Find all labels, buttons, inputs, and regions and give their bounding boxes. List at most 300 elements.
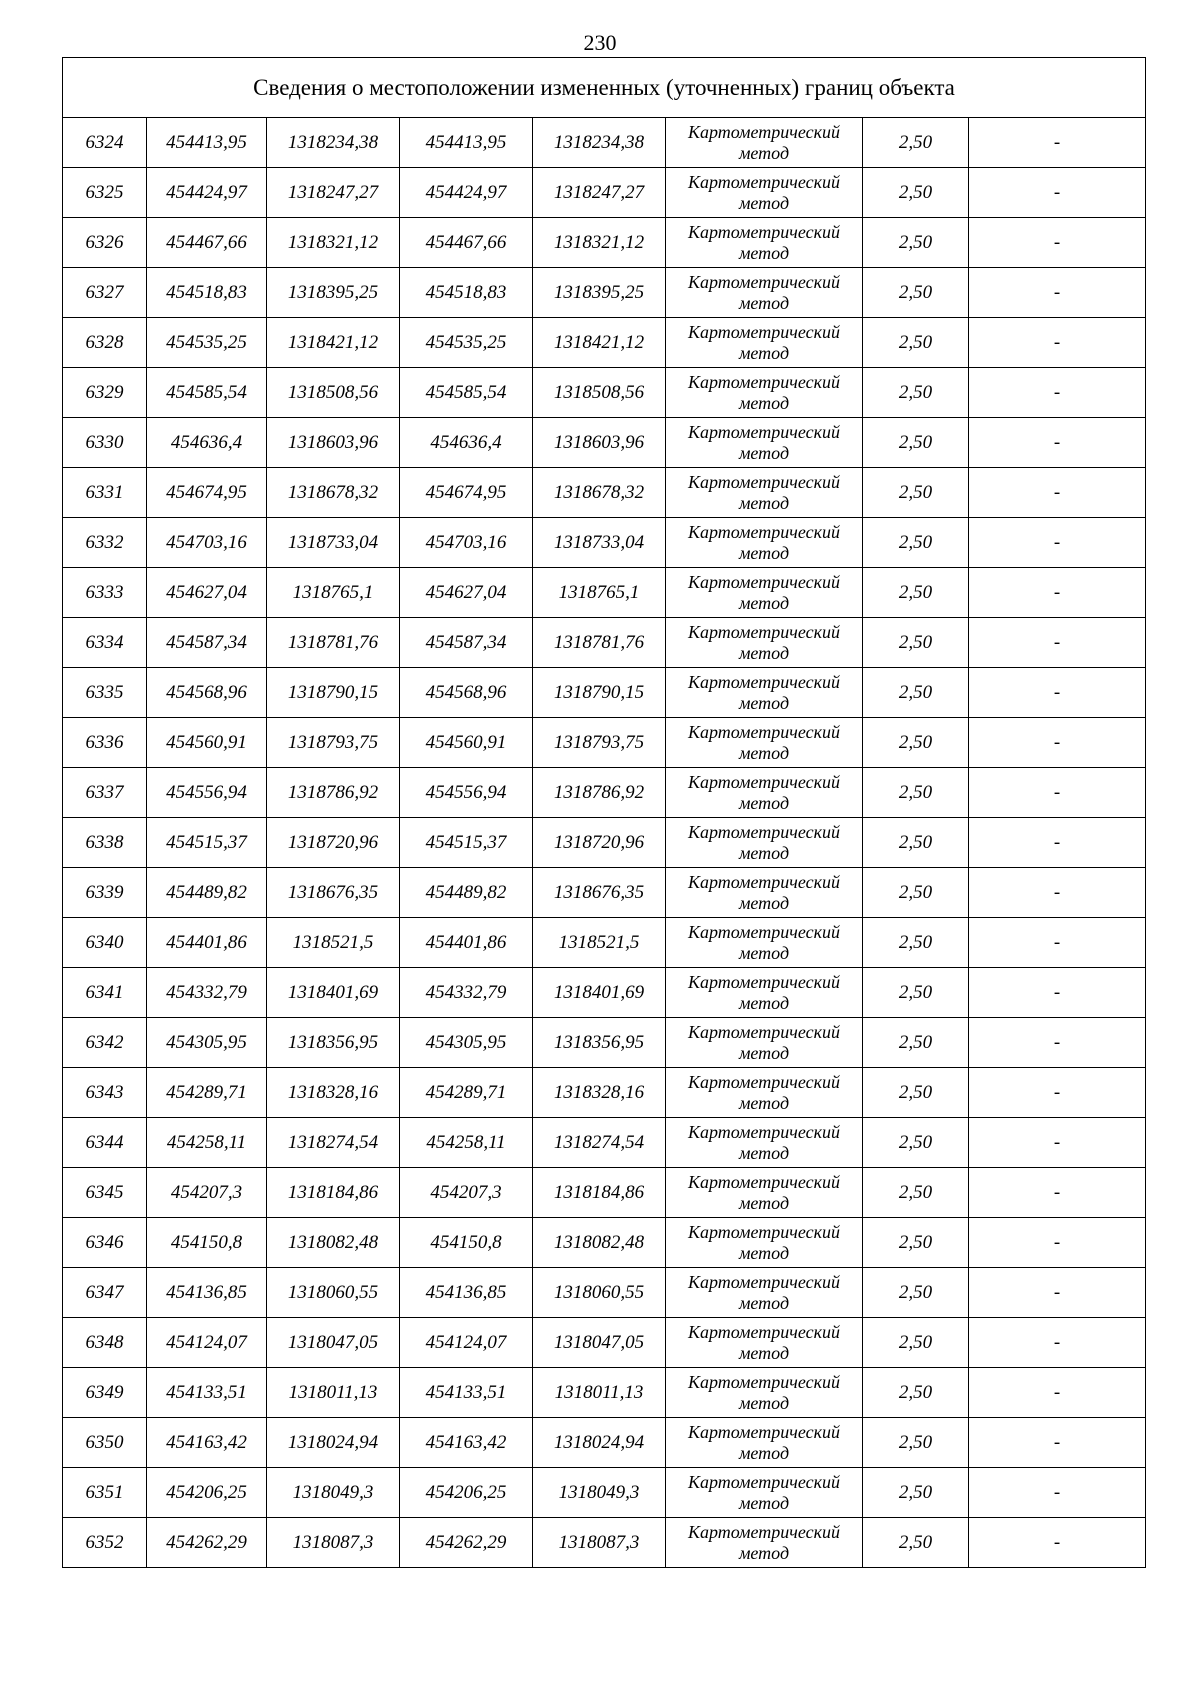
note-cell: - xyxy=(969,1168,1146,1218)
method-cell xyxy=(666,1518,863,1568)
point-number-cell: 6349 xyxy=(63,1368,147,1418)
table-row xyxy=(63,418,1146,468)
refined-y-cell: 1318047,05 xyxy=(533,1318,666,1368)
existing-x-cell: 454150,8 xyxy=(147,1218,267,1268)
method-text: метод xyxy=(738,1542,790,1563)
method-text: метод xyxy=(738,742,790,763)
table-row xyxy=(63,568,1146,618)
table-title: Сведения о местоположении измененных (уточненных) границ объекта xyxy=(63,58,1146,118)
table-row xyxy=(63,1318,1146,1368)
accuracy-cell: 2,50 xyxy=(863,1368,969,1418)
method-cell xyxy=(666,318,863,368)
accuracy-cell: 2,50 xyxy=(863,518,969,568)
note-cell: - xyxy=(969,918,1146,968)
accuracy-cell: 2,50 xyxy=(863,918,969,968)
accuracy-cell: 2,50 xyxy=(863,318,969,368)
refined-x-cell: 454424,97 xyxy=(400,168,533,218)
point-number-cell: 6328 xyxy=(63,318,147,368)
method-text: метод xyxy=(738,1242,790,1263)
refined-y-cell: 1318421,12 xyxy=(533,318,666,368)
existing-y-cell: 1318421,12 xyxy=(267,318,400,368)
refined-x-cell: 454206,25 xyxy=(400,1468,533,1518)
method-text: метод xyxy=(738,1292,790,1313)
method-text: Картометрический xyxy=(687,1021,840,1042)
method-text: Картометрический xyxy=(687,221,840,242)
table-title-row xyxy=(63,58,1146,118)
point-number-cell: 6350 xyxy=(63,1418,147,1468)
refined-x-cell: 454262,29 xyxy=(400,1518,533,1568)
existing-y-cell: 1318321,12 xyxy=(267,218,400,268)
note-cell: - xyxy=(969,468,1146,518)
method-cell xyxy=(666,568,863,618)
table-row xyxy=(63,518,1146,568)
point-number-cell: 6326 xyxy=(63,218,147,268)
table-row xyxy=(63,1468,1146,1518)
table-row xyxy=(63,868,1146,918)
accuracy-cell: 2,50 xyxy=(863,1118,969,1168)
refined-y-cell: 1318049,3 xyxy=(533,1468,666,1518)
refined-y-cell: 1318720,96 xyxy=(533,818,666,868)
refined-x-cell: 454587,34 xyxy=(400,618,533,668)
note-cell: - xyxy=(969,1218,1146,1268)
method-text: метод xyxy=(738,1192,790,1213)
refined-x-cell: 454560,91 xyxy=(400,718,533,768)
method-text: Картометрический xyxy=(687,771,840,792)
accuracy-cell: 2,50 xyxy=(863,868,969,918)
table-row xyxy=(63,1168,1146,1218)
method-text: метод xyxy=(738,1092,790,1113)
method-text: метод xyxy=(738,1492,790,1513)
method-text: Картометрический xyxy=(687,921,840,942)
refined-x-cell: 454518,83 xyxy=(400,268,533,318)
method-text: Картометрический xyxy=(687,321,840,342)
table-row xyxy=(63,168,1146,218)
point-number-cell: 6334 xyxy=(63,618,147,668)
existing-x-cell: 454413,95 xyxy=(147,118,267,168)
note-cell: - xyxy=(969,1318,1146,1368)
method-text: Картометрический xyxy=(687,1521,840,1542)
page-number: 230 xyxy=(583,30,617,55)
accuracy-cell: 2,50 xyxy=(863,1318,969,1368)
accuracy-cell: 2,50 xyxy=(863,418,969,468)
point-number-cell: 6336 xyxy=(63,718,147,768)
method-cell xyxy=(666,418,863,468)
table-row xyxy=(63,618,1146,668)
method-text: Картометрический xyxy=(687,421,840,442)
method-cell xyxy=(666,1268,863,1318)
method-text: Картометрический xyxy=(687,471,840,492)
accuracy-cell: 2,50 xyxy=(863,568,969,618)
method-cell xyxy=(666,468,863,518)
method-cell xyxy=(666,1018,863,1068)
point-number-cell: 6324 xyxy=(63,118,147,168)
method-text: метод xyxy=(738,292,790,313)
refined-y-cell: 1318274,54 xyxy=(533,1118,666,1168)
accuracy-cell: 2,50 xyxy=(863,618,969,668)
refined-y-cell: 1318790,15 xyxy=(533,668,666,718)
point-number-cell: 6331 xyxy=(63,468,147,518)
existing-y-cell: 1318082,48 xyxy=(267,1218,400,1268)
table-row xyxy=(63,718,1146,768)
method-text: Картометрический xyxy=(687,1221,840,1242)
existing-x-cell: 454703,16 xyxy=(147,518,267,568)
refined-x-cell: 454401,86 xyxy=(400,918,533,968)
accuracy-cell: 2,50 xyxy=(863,1268,969,1318)
existing-x-cell: 454587,34 xyxy=(147,618,267,668)
method-text: метод xyxy=(738,1142,790,1163)
existing-x-cell: 454305,95 xyxy=(147,1018,267,1068)
point-number-cell: 6339 xyxy=(63,868,147,918)
refined-x-cell: 454515,37 xyxy=(400,818,533,868)
accuracy-cell: 2,50 xyxy=(863,1518,969,1568)
existing-y-cell: 1318603,96 xyxy=(267,418,400,468)
method-text: метод xyxy=(738,1442,790,1463)
method-text: Картометрический xyxy=(687,171,840,192)
method-cell xyxy=(666,118,863,168)
note-cell: - xyxy=(969,268,1146,318)
table-row xyxy=(63,1418,1146,1468)
refined-y-cell: 1318356,95 xyxy=(533,1018,666,1068)
method-text: Картометрический xyxy=(687,721,840,742)
refined-y-cell: 1318521,5 xyxy=(533,918,666,968)
existing-y-cell: 1318049,3 xyxy=(267,1468,400,1518)
method-text: Картометрический xyxy=(687,1071,840,1092)
method-cell xyxy=(666,1468,863,1518)
refined-y-cell: 1318082,48 xyxy=(533,1218,666,1268)
existing-x-cell: 454535,25 xyxy=(147,318,267,368)
existing-y-cell: 1318328,16 xyxy=(267,1068,400,1118)
existing-y-cell: 1318678,32 xyxy=(267,468,400,518)
method-cell xyxy=(666,168,863,218)
method-text: метод xyxy=(738,592,790,613)
method-cell xyxy=(666,268,863,318)
existing-y-cell: 1318786,92 xyxy=(267,768,400,818)
table-row xyxy=(63,1068,1146,1118)
refined-x-cell: 454467,66 xyxy=(400,218,533,268)
method-text: Картометрический xyxy=(687,371,840,392)
note-cell: - xyxy=(969,1068,1146,1118)
existing-y-cell: 1318234,38 xyxy=(267,118,400,168)
existing-x-cell: 454163,42 xyxy=(147,1418,267,1468)
refined-x-cell: 454133,51 xyxy=(400,1368,533,1418)
method-text: Картометрический xyxy=(687,271,840,292)
point-number-cell: 6337 xyxy=(63,768,147,818)
boundary-coordinates-table xyxy=(62,57,1146,1568)
existing-x-cell: 454133,51 xyxy=(147,1368,267,1418)
method-cell xyxy=(666,518,863,568)
method-text: метод xyxy=(738,542,790,563)
existing-y-cell: 1318781,76 xyxy=(267,618,400,668)
existing-x-cell: 454585,54 xyxy=(147,368,267,418)
method-cell xyxy=(666,1318,863,1368)
existing-y-cell: 1318047,05 xyxy=(267,1318,400,1368)
method-text: метод xyxy=(738,492,790,513)
method-text: Картометрический xyxy=(687,871,840,892)
refined-y-cell: 1318234,38 xyxy=(533,118,666,168)
refined-x-cell: 454150,8 xyxy=(400,1218,533,1268)
existing-y-cell: 1318765,1 xyxy=(267,568,400,618)
existing-x-cell: 454636,4 xyxy=(147,418,267,468)
method-text: Картометрический xyxy=(687,121,840,142)
point-number-cell: 6344 xyxy=(63,1118,147,1168)
point-number-cell: 6348 xyxy=(63,1318,147,1368)
existing-x-cell: 454560,91 xyxy=(147,718,267,768)
existing-y-cell: 1318024,94 xyxy=(267,1418,400,1468)
method-text: метод xyxy=(738,392,790,413)
point-number-cell: 6346 xyxy=(63,1218,147,1268)
note-cell: - xyxy=(969,168,1146,218)
accuracy-cell: 2,50 xyxy=(863,118,969,168)
table-row xyxy=(63,968,1146,1018)
accuracy-cell: 2,50 xyxy=(863,1418,969,1468)
method-text: метод xyxy=(738,192,790,213)
refined-x-cell: 454703,16 xyxy=(400,518,533,568)
existing-x-cell: 454489,82 xyxy=(147,868,267,918)
existing-y-cell: 1318184,86 xyxy=(267,1168,400,1218)
method-cell xyxy=(666,768,863,818)
table-row xyxy=(63,918,1146,968)
refined-x-cell: 454568,96 xyxy=(400,668,533,718)
note-cell: - xyxy=(969,768,1146,818)
method-text: метод xyxy=(738,992,790,1013)
refined-x-cell: 454674,95 xyxy=(400,468,533,518)
table-row xyxy=(63,1368,1146,1418)
note-cell: - xyxy=(969,218,1146,268)
point-number-cell: 6329 xyxy=(63,368,147,418)
accuracy-cell: 2,50 xyxy=(863,968,969,1018)
note-cell: - xyxy=(969,518,1146,568)
method-text: Картометрический xyxy=(687,971,840,992)
method-text: метод xyxy=(738,1392,790,1413)
note-cell: - xyxy=(969,718,1146,768)
method-text: метод xyxy=(738,442,790,463)
refined-y-cell: 1318401,69 xyxy=(533,968,666,1018)
point-number-cell: 6333 xyxy=(63,568,147,618)
refined-x-cell: 454305,95 xyxy=(400,1018,533,1068)
point-number-cell: 6325 xyxy=(63,168,147,218)
refined-y-cell: 1318184,86 xyxy=(533,1168,666,1218)
existing-y-cell: 1318356,95 xyxy=(267,1018,400,1068)
note-cell: - xyxy=(969,368,1146,418)
table-row xyxy=(63,268,1146,318)
method-cell xyxy=(666,668,863,718)
refined-x-cell: 454289,71 xyxy=(400,1068,533,1118)
table-row xyxy=(63,368,1146,418)
note-cell: - xyxy=(969,118,1146,168)
point-number-cell: 6343 xyxy=(63,1068,147,1118)
accuracy-cell: 2,50 xyxy=(863,268,969,318)
existing-y-cell: 1318011,13 xyxy=(267,1368,400,1418)
method-cell xyxy=(666,868,863,918)
method-cell xyxy=(666,1368,863,1418)
table-row xyxy=(63,118,1146,168)
method-text: метод xyxy=(738,692,790,713)
note-cell: - xyxy=(969,818,1146,868)
point-number-cell: 6345 xyxy=(63,1168,147,1218)
table-row xyxy=(63,1268,1146,1318)
accuracy-cell: 2,50 xyxy=(863,1018,969,1068)
existing-x-cell: 454401,86 xyxy=(147,918,267,968)
existing-x-cell: 454262,29 xyxy=(147,1518,267,1568)
existing-x-cell: 454556,94 xyxy=(147,768,267,818)
method-cell xyxy=(666,218,863,268)
method-text: Картометрический xyxy=(687,671,840,692)
refined-x-cell: 454258,11 xyxy=(400,1118,533,1168)
existing-y-cell: 1318274,54 xyxy=(267,1118,400,1168)
method-text: метод xyxy=(738,942,790,963)
existing-x-cell: 454518,83 xyxy=(147,268,267,318)
refined-y-cell: 1318733,04 xyxy=(533,518,666,568)
method-text: метод xyxy=(738,642,790,663)
accuracy-cell: 2,50 xyxy=(863,668,969,718)
existing-y-cell: 1318060,55 xyxy=(267,1268,400,1318)
accuracy-cell: 2,50 xyxy=(863,818,969,868)
refined-y-cell: 1318024,94 xyxy=(533,1418,666,1468)
existing-y-cell: 1318087,3 xyxy=(267,1518,400,1568)
method-text: Картометрический xyxy=(687,1421,840,1442)
refined-y-cell: 1318793,75 xyxy=(533,718,666,768)
existing-x-cell: 454136,85 xyxy=(147,1268,267,1318)
table-body xyxy=(63,118,1146,1568)
existing-x-cell: 454467,66 xyxy=(147,218,267,268)
existing-y-cell: 1318720,96 xyxy=(267,818,400,868)
table-row xyxy=(63,668,1146,718)
refined-x-cell: 454163,42 xyxy=(400,1418,533,1468)
accuracy-cell: 2,50 xyxy=(863,168,969,218)
refined-y-cell: 1318395,25 xyxy=(533,268,666,318)
refined-y-cell: 1318060,55 xyxy=(533,1268,666,1318)
existing-y-cell: 1318733,04 xyxy=(267,518,400,568)
accuracy-cell: 2,50 xyxy=(863,368,969,418)
existing-x-cell: 454289,71 xyxy=(147,1068,267,1118)
refined-x-cell: 454489,82 xyxy=(400,868,533,918)
method-text: Картометрический xyxy=(687,1171,840,1192)
refined-x-cell: 454627,04 xyxy=(400,568,533,618)
method-cell xyxy=(666,1118,863,1168)
refined-x-cell: 454136,85 xyxy=(400,1268,533,1318)
refined-y-cell: 1318676,35 xyxy=(533,868,666,918)
accuracy-cell: 2,50 xyxy=(863,768,969,818)
existing-x-cell: 454515,37 xyxy=(147,818,267,868)
method-text: метод xyxy=(738,142,790,163)
method-text: метод xyxy=(738,842,790,863)
point-number-cell: 6340 xyxy=(63,918,147,968)
method-cell xyxy=(666,1068,863,1118)
method-text: Картометрический xyxy=(687,1471,840,1492)
refined-y-cell: 1318781,76 xyxy=(533,618,666,668)
existing-y-cell: 1318521,5 xyxy=(267,918,400,968)
note-cell: - xyxy=(969,318,1146,368)
table-row xyxy=(63,818,1146,868)
point-number-cell: 6341 xyxy=(63,968,147,1018)
table-row xyxy=(63,1118,1146,1168)
existing-x-cell: 454627,04 xyxy=(147,568,267,618)
table-row xyxy=(63,1018,1146,1068)
note-cell: - xyxy=(969,568,1146,618)
refined-x-cell: 454636,4 xyxy=(400,418,533,468)
refined-x-cell: 454585,54 xyxy=(400,368,533,418)
method-text: метод xyxy=(738,242,790,263)
method-cell xyxy=(666,1218,863,1268)
method-cell xyxy=(666,918,863,968)
existing-x-cell: 454124,07 xyxy=(147,1318,267,1368)
refined-y-cell: 1318247,27 xyxy=(533,168,666,218)
method-text: Картометрический xyxy=(687,621,840,642)
refined-x-cell: 454124,07 xyxy=(400,1318,533,1368)
method-text: Картометрический xyxy=(687,1371,840,1392)
point-number-cell: 6338 xyxy=(63,818,147,868)
note-cell: - xyxy=(969,1518,1146,1568)
method-text: Картометрический xyxy=(687,1121,840,1142)
accuracy-cell: 2,50 xyxy=(863,1168,969,1218)
point-number-cell: 6352 xyxy=(63,1518,147,1568)
accuracy-cell: 2,50 xyxy=(863,1468,969,1518)
note-cell: - xyxy=(969,968,1146,1018)
note-cell: - xyxy=(969,668,1146,718)
refined-y-cell: 1318087,3 xyxy=(533,1518,666,1568)
existing-x-cell: 454207,3 xyxy=(147,1168,267,1218)
note-cell: - xyxy=(969,1118,1146,1168)
method-text: метод xyxy=(738,342,790,363)
table-row xyxy=(63,768,1146,818)
point-number-cell: 6330 xyxy=(63,418,147,468)
refined-y-cell: 1318603,96 xyxy=(533,418,666,468)
table-row xyxy=(63,218,1146,268)
method-cell xyxy=(666,368,863,418)
table-row xyxy=(63,1218,1146,1268)
existing-x-cell: 454206,25 xyxy=(147,1468,267,1518)
point-number-cell: 6332 xyxy=(63,518,147,568)
existing-x-cell: 454568,96 xyxy=(147,668,267,718)
note-cell: - xyxy=(969,1368,1146,1418)
table-row xyxy=(63,1518,1146,1568)
existing-y-cell: 1318676,35 xyxy=(267,868,400,918)
note-cell: - xyxy=(969,418,1146,468)
method-text: метод xyxy=(738,892,790,913)
note-cell: - xyxy=(969,618,1146,668)
existing-y-cell: 1318793,75 xyxy=(267,718,400,768)
method-text: Картометрический xyxy=(687,521,840,542)
existing-y-cell: 1318790,15 xyxy=(267,668,400,718)
accuracy-cell: 2,50 xyxy=(863,468,969,518)
existing-y-cell: 1318395,25 xyxy=(267,268,400,318)
existing-x-cell: 454332,79 xyxy=(147,968,267,1018)
point-number-cell: 6351 xyxy=(63,1468,147,1518)
refined-y-cell: 1318508,56 xyxy=(533,368,666,418)
refined-y-cell: 1318011,13 xyxy=(533,1368,666,1418)
existing-y-cell: 1318508,56 xyxy=(267,368,400,418)
point-number-cell: 6327 xyxy=(63,268,147,318)
refined-y-cell: 1318765,1 xyxy=(533,568,666,618)
refined-x-cell: 454207,3 xyxy=(400,1168,533,1218)
note-cell: - xyxy=(969,868,1146,918)
method-text: метод xyxy=(738,1042,790,1063)
existing-x-cell: 454424,97 xyxy=(147,168,267,218)
refined-x-cell: 454413,95 xyxy=(400,118,533,168)
refined-y-cell: 1318321,12 xyxy=(533,218,666,268)
method-text: метод xyxy=(738,792,790,813)
refined-y-cell: 1318678,32 xyxy=(533,468,666,518)
method-text: Картометрический xyxy=(687,1271,840,1292)
existing-x-cell: 454258,11 xyxy=(147,1118,267,1168)
method-cell xyxy=(666,818,863,868)
existing-y-cell: 1318247,27 xyxy=(267,168,400,218)
note-cell: - xyxy=(969,1268,1146,1318)
refined-x-cell: 454535,25 xyxy=(400,318,533,368)
accuracy-cell: 2,50 xyxy=(863,1068,969,1118)
method-text: Картометрический xyxy=(687,1321,840,1342)
method-cell xyxy=(666,1168,863,1218)
